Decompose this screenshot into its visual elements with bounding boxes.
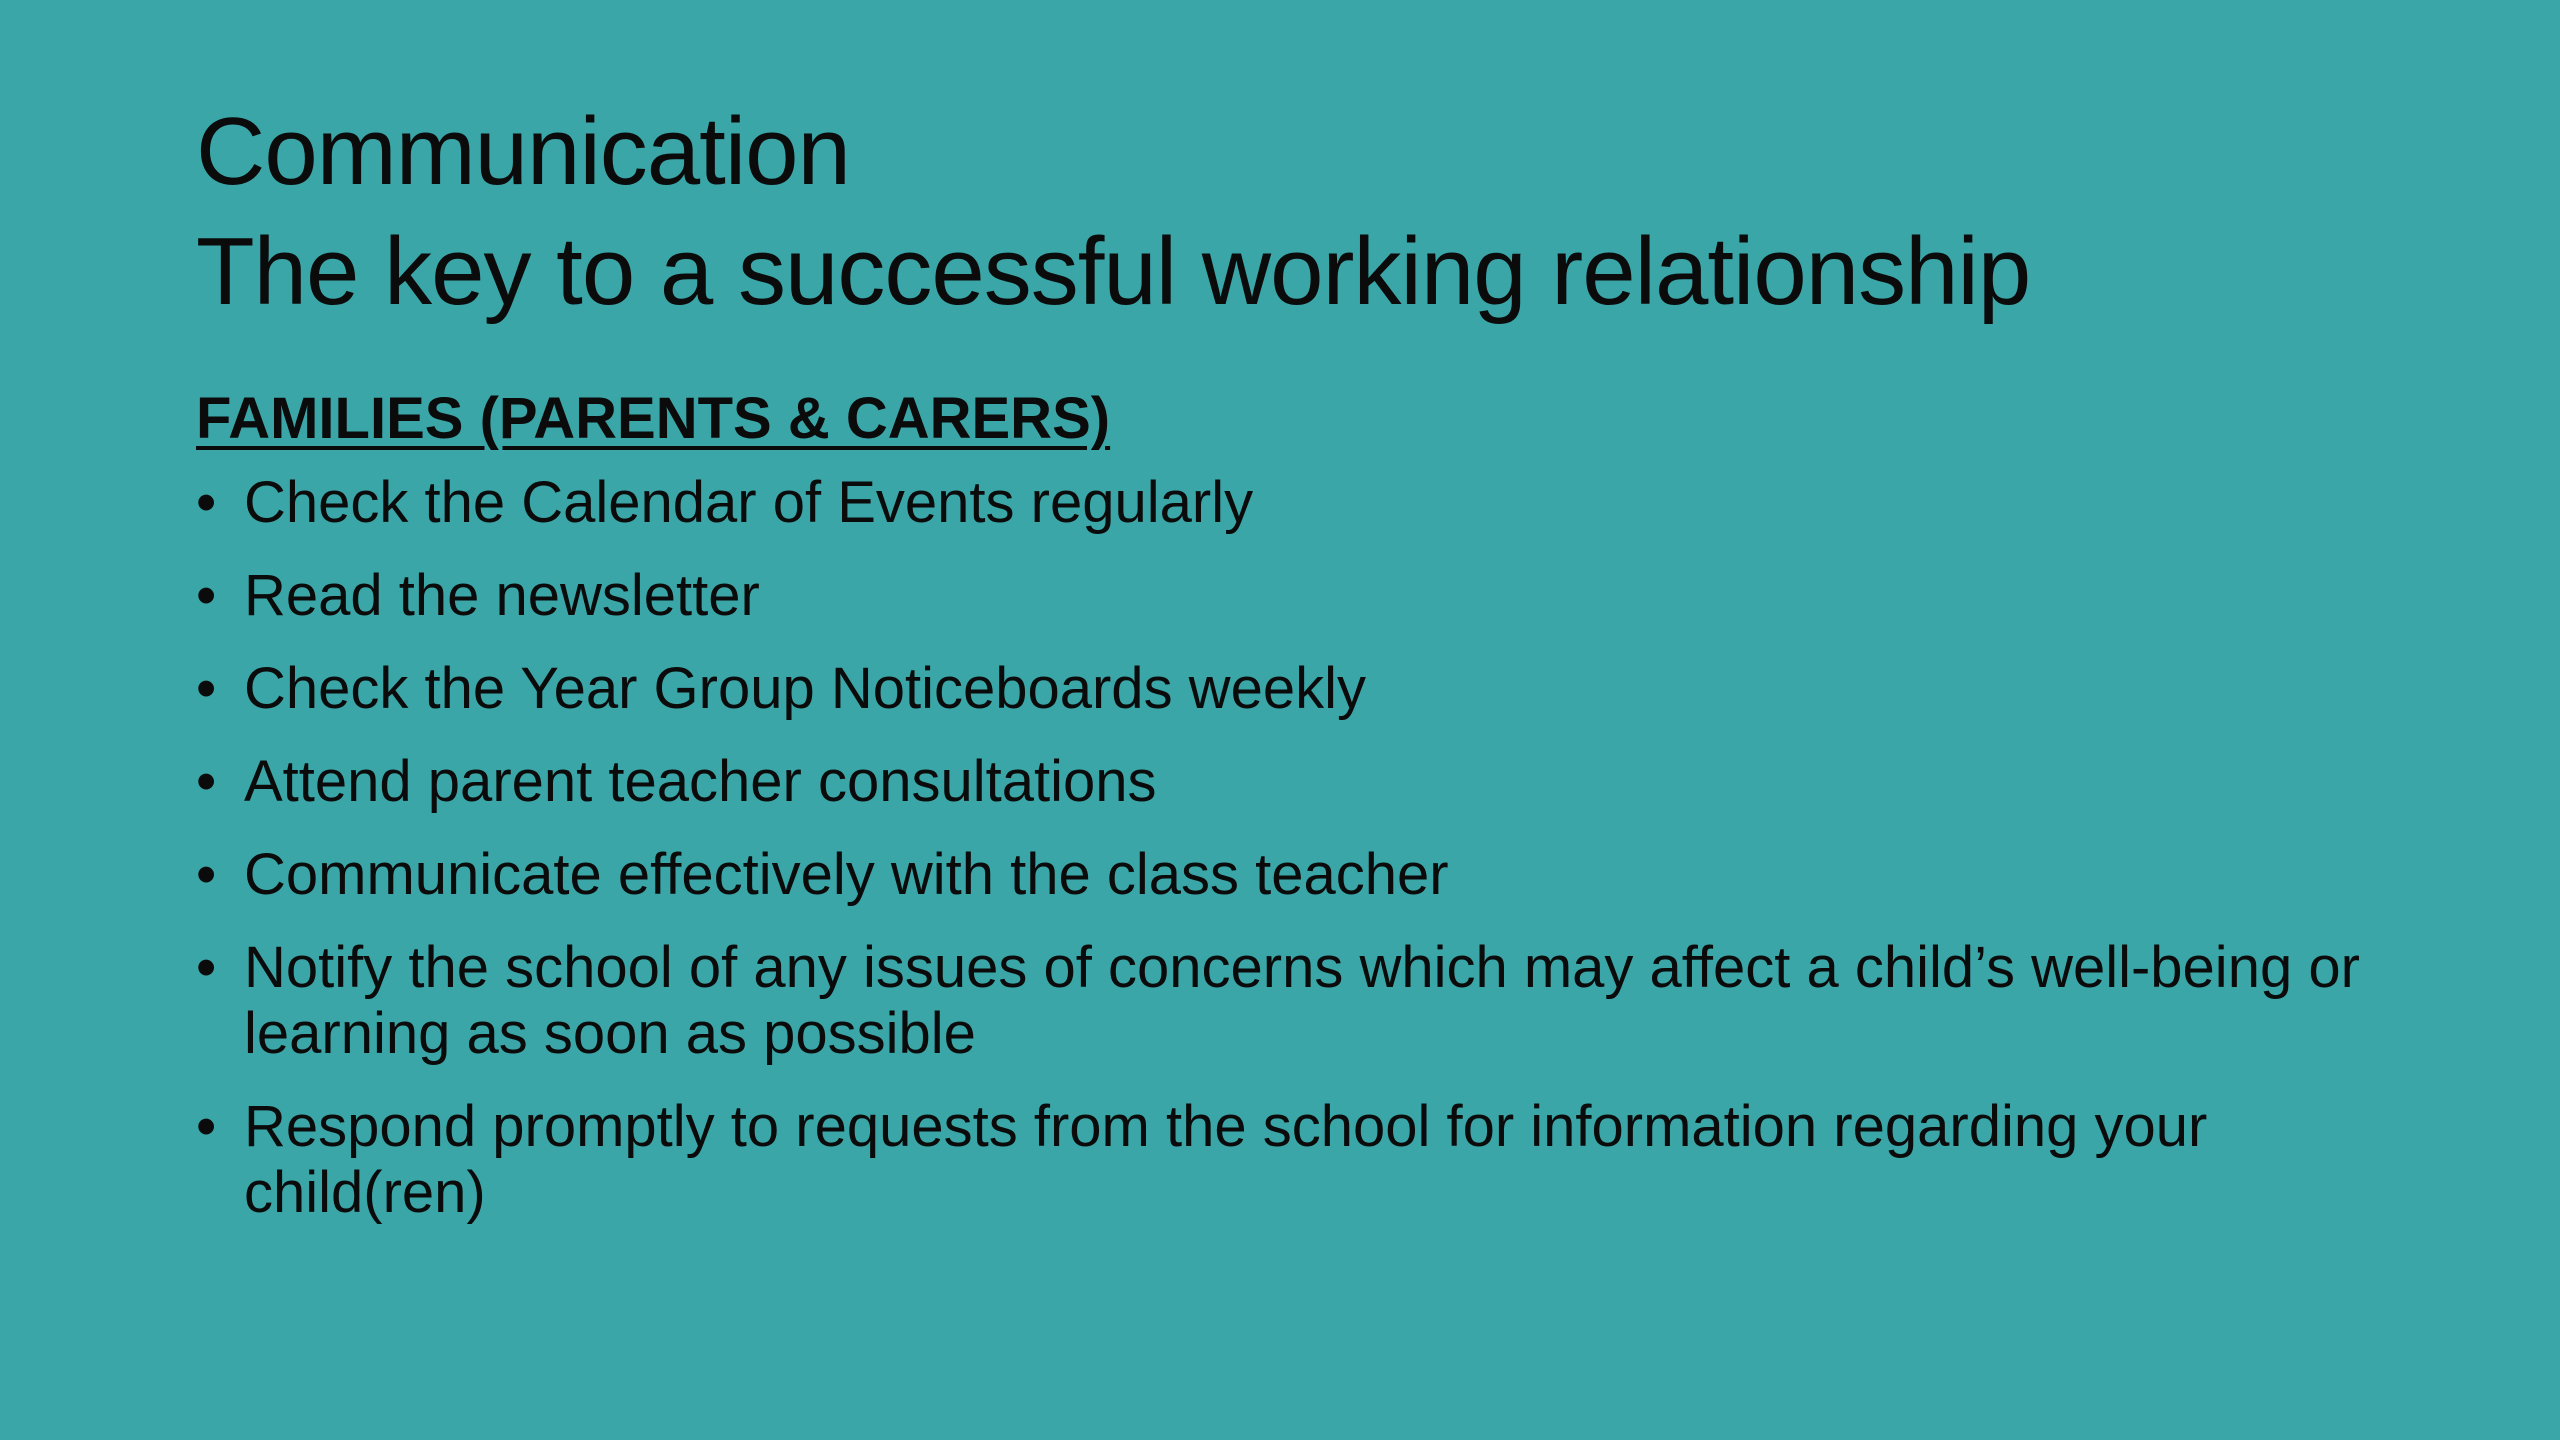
bullet-dot-icon: • — [196, 470, 217, 535]
bullet-dot-icon: • — [196, 1094, 217, 1159]
bullet-dot-icon: • — [196, 656, 217, 721]
bullet-text: Read the newsletter — [244, 563, 760, 628]
bullet-item — [196, 842, 2376, 908]
title-line-communication: Communication — [196, 98, 850, 205]
slide-title — [196, 92, 2396, 332]
bullet-text: Respond promptly to requests from the school for information regarding your child(ren) — [244, 1094, 2208, 1225]
bullet-text: Check the Year Group Noticeboards weekly — [244, 656, 1366, 721]
bullet-item — [196, 935, 2376, 1067]
families-heading: FAMILIES (PARENTS & CARERS) — [196, 386, 1111, 451]
bullet-dot-icon: • — [196, 749, 217, 814]
bullet-dot-icon: • — [196, 563, 217, 628]
bullet-item — [196, 656, 2376, 722]
bullet-text: Attend parent teacher consultations — [244, 749, 1157, 814]
slide-content — [196, 378, 2376, 1253]
bullet-text: Check the Calendar of Events regularly — [244, 470, 1254, 535]
bullet-list — [196, 470, 2376, 1226]
bullet-text: Notify the school of any issues of concerns which may affect a child’s well-being or learning as soon as possible — [244, 935, 2360, 1066]
bullet-dot-icon: • — [196, 842, 217, 907]
bullet-text: Communicate effectively with the class teacher — [244, 842, 1449, 907]
bullet-dot-icon: • — [196, 935, 217, 1000]
bullet-item — [196, 1094, 2376, 1226]
bullet-item — [196, 470, 2376, 536]
bullet-item — [196, 563, 2376, 629]
bullet-item — [196, 749, 2376, 815]
title-line-subtitle: The key to a successful working relationship — [196, 218, 2031, 325]
